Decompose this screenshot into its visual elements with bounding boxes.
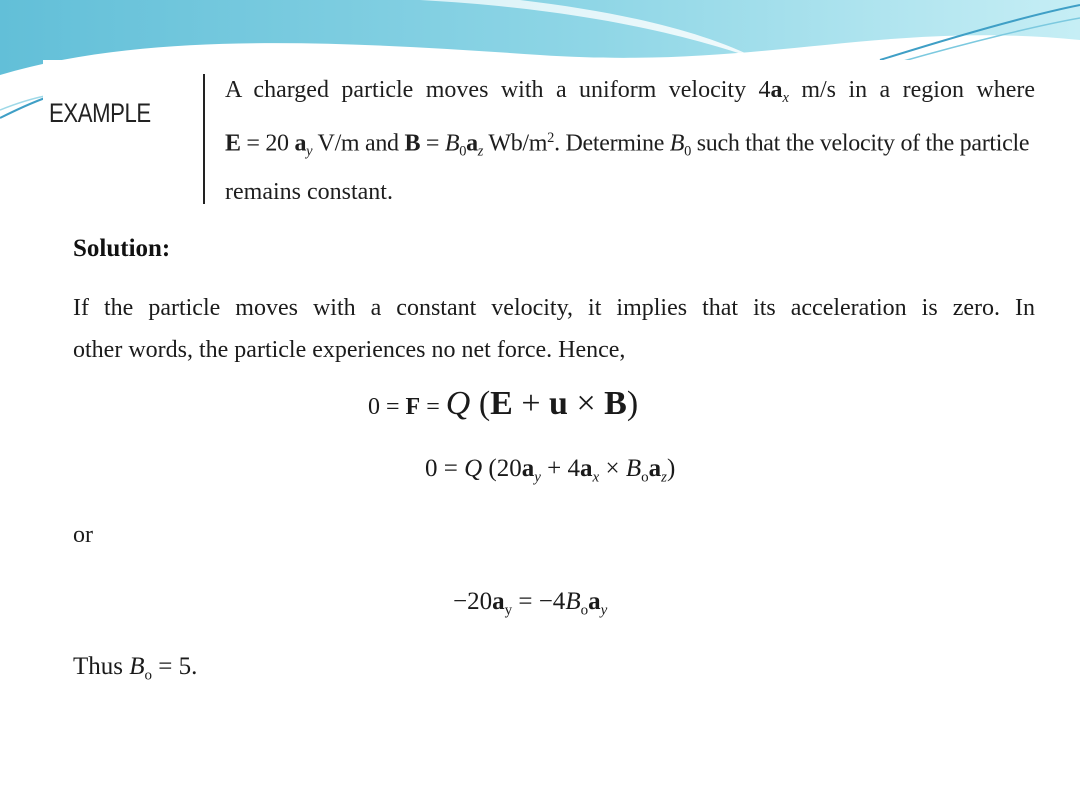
- equation-force-balance: 0 = F = Q (E + u × B): [368, 385, 639, 422]
- equation-result: $-20a_y = -4B_oa_y$: [453, 588, 608, 619]
- solution-paragraph: [73, 287, 1035, 371]
- final-answer: Thus $B_o = 5$.: [73, 653, 198, 684]
- example-box: [43, 60, 1040, 205]
- example-problem-text: [225, 70, 1035, 212]
- example-line-3: remains constant.: [225, 178, 393, 205]
- example-line-2: E = 20 $a_y$ V/m and $B = B_0a_z$ $Wb/m^2$. Determine $B_0$ such that the velocity of the particle: [225, 130, 1030, 160]
- solution-paragraph-line-1: If the particle moves with a constant velocity, it implies that its acceleration is zero. In: [73, 295, 1035, 321]
- equation-substituted: 0 = Q $(20a_y + 4a_x \times B_oa_z)$: [425, 455, 676, 486]
- example-line-1: A charged particle moves with a uniform velocity $4a_x$ m/s in a region where: [225, 77, 1036, 107]
- example-label: EXAMPLE: [49, 98, 151, 128]
- example-divider: [203, 74, 205, 204]
- solution-paragraph-line-2: other words, the particle experiences no net force. Hence,: [73, 337, 626, 363]
- solution-box: [63, 225, 1040, 693]
- solution-title: Solution:: [73, 235, 171, 262]
- or-connector: or: [73, 522, 93, 548]
